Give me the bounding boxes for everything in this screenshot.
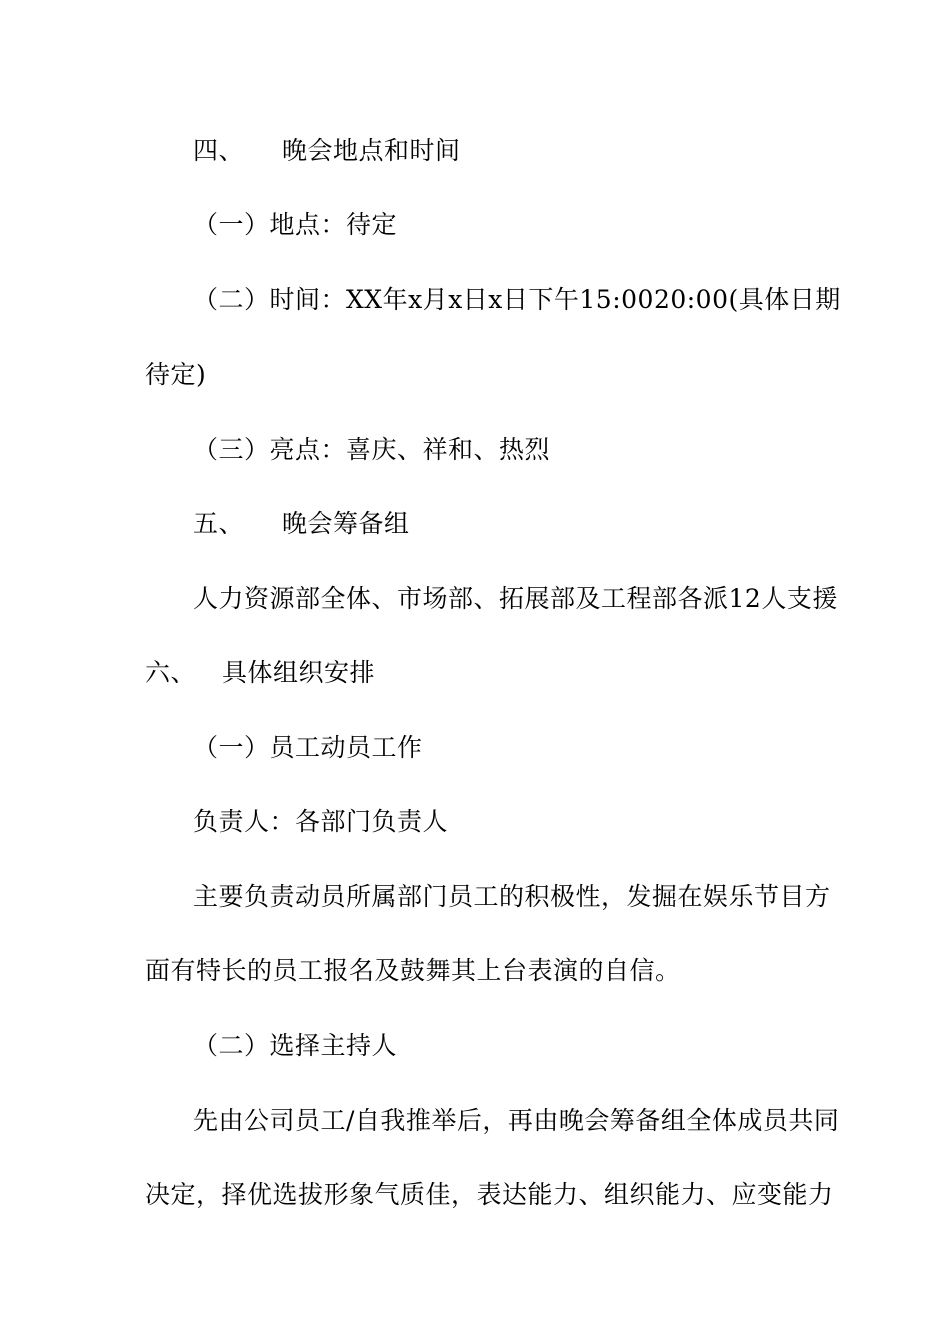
paragraph-line: （一）地点：待定 <box>193 210 398 239</box>
section-heading <box>193 504 410 544</box>
paragraph-line: 面有特长的员工报名及鼓舞其上台表演的自信。 <box>145 956 681 985</box>
section-number: 五、 <box>193 509 245 538</box>
paragraph-line: （二）时间：XX年x月x日x日下午15:0020:00(具体日期 <box>193 285 841 314</box>
section-heading <box>193 131 461 171</box>
paragraph-line: 先由公司员工/自我推举后，再由晚会筹备组全体成员共同 <box>193 1106 840 1135</box>
paragraph-line: 决定，择优选拔形象气质佳，表达能力、组织能力、应变能力 <box>145 1180 834 1209</box>
paragraph-line: 主要负责动员所属部门员工的积极性，发掘在娱乐节目方 <box>193 882 831 911</box>
section-title: 具体组织安排 <box>222 658 376 687</box>
section-heading <box>145 653 375 693</box>
section-title: 晚会地点和时间 <box>282 136 461 165</box>
paragraph-line: 负责人：各部门负责人 <box>193 807 449 836</box>
paragraph-line: （二）选择主持人 <box>193 1031 398 1060</box>
paragraph-line: （一）员工动员工作 <box>193 733 423 762</box>
section-title: 晚会筹备组 <box>282 509 410 538</box>
paragraph-line: （三）亮点：喜庆、祥和、热烈 <box>193 435 551 464</box>
paragraph-line: 人力资源部全体、市场部、拓展部及工程部各派12人支援 <box>193 584 838 613</box>
paragraph-line: 待定) <box>145 360 207 389</box>
section-number: 四、 <box>193 136 245 165</box>
section-number: 六、 <box>145 658 197 687</box>
